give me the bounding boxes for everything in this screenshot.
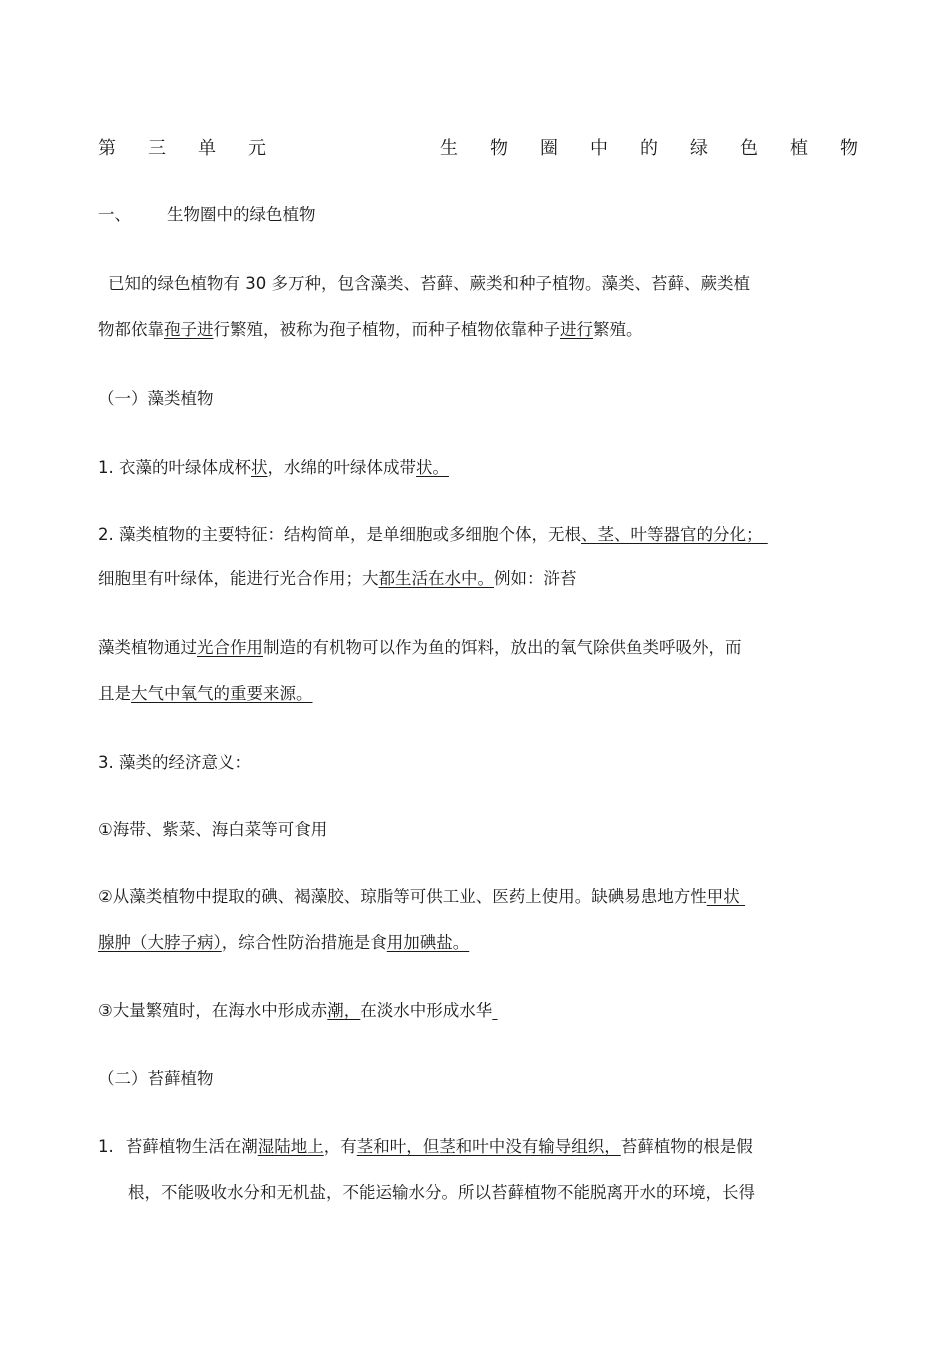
text: 2. 藻类植物的主要特征：结构简单，是单细胞或多细胞个体，无根	[98, 525, 581, 544]
text: ③大量繁殖时，在海水中形成赤	[98, 1001, 328, 1020]
intro-line-1: 已知的绿色植物有 30 多万种，包含藻类、苔藓、蕨类和种子植物。藻类、苔藓、蕨类植	[108, 274, 750, 293]
point-3: 3. 藻类的经济意义：	[98, 753, 251, 772]
economic-item-2-line-2	[98, 932, 469, 954]
answer-blank: 茎和叶，但茎和叶中没有输导组织，	[356, 1137, 621, 1156]
answer-blank: 甲状	[706, 887, 740, 906]
text: 在淡水中形成水华	[360, 1001, 493, 1020]
text: ，有	[323, 1137, 357, 1156]
answer-blank: 进行	[560, 320, 593, 339]
text: 藻类植物通过	[98, 638, 197, 657]
text: 例如：浒苔	[494, 569, 577, 588]
title-char: 单	[198, 138, 216, 159]
text: 1. 衣藻的叶绿体成杯	[98, 458, 251, 477]
text: ，水绵的叶绿体成带	[267, 458, 416, 477]
title-char: 圈	[540, 138, 558, 159]
intro-line-2	[98, 319, 643, 341]
title-char: 物	[490, 138, 508, 159]
economic-item-2-line-1	[98, 886, 788, 908]
answer-blank: 腺肿（大脖子病）	[98, 933, 222, 952]
answer-blank: 大气中氧气的重要来源。	[131, 684, 313, 703]
title-gap	[298, 137, 408, 161]
title-char: 第	[98, 138, 116, 159]
answer-blank: 状	[251, 458, 268, 477]
answer-blank: 潮，	[327, 1001, 361, 1020]
title-char: 中	[590, 138, 608, 159]
text: 且是	[98, 684, 131, 703]
paragraph-line-2	[98, 683, 313, 705]
title-char: 物	[840, 138, 858, 159]
unit-title	[98, 137, 858, 161]
title-char: 的	[640, 138, 658, 159]
text: 制造的有机物可以作为鱼的饵料，放出的氧气除供鱼类呼吸外，而	[263, 638, 742, 657]
title-char: 三	[148, 138, 166, 159]
title-char: 植	[790, 138, 808, 159]
section-number: 一、	[98, 205, 131, 224]
text: 苔藓植物生活在潮	[125, 1137, 258, 1156]
blank-fill	[763, 524, 797, 546]
text: 细胞里有叶绿体，能进行光合作用；大	[98, 569, 379, 588]
title-char: 元	[248, 138, 266, 159]
answer-blank: 状。	[416, 458, 449, 477]
blank-fill	[740, 886, 788, 908]
moss-point-1-line-2: 根，不能吸收水分和无机盐，不能运输水分。所以苔藓植物不能脱离开水的环境，长得	[128, 1183, 755, 1202]
item-number: 1.	[98, 1137, 114, 1156]
answer-blank: 、茎、叶等器官的分化；	[581, 525, 763, 544]
point-2-line-1	[98, 524, 797, 546]
text: ②从藻类植物中提取的碘、褐藻胶、琼脂等可供工业、医药上使用。缺碘易患地方性	[98, 887, 707, 906]
economic-item-1: ①海带、紫菜、海白菜等可食用	[98, 820, 328, 839]
answer-blank: 湿陆地上	[257, 1137, 324, 1156]
answer-blank: 都生活在水中。	[378, 569, 494, 588]
answer-blank: 光合作用	[197, 638, 263, 657]
text: 苔藓植物的根是假	[620, 1137, 753, 1156]
title-char: 生	[440, 138, 458, 159]
subsection-algae: （一）藻类植物	[98, 389, 214, 408]
answer-blank: 用加碘盐。	[386, 933, 470, 952]
moss-point-1-line-1	[98, 1136, 753, 1158]
economic-item-3	[98, 1000, 522, 1022]
answer-blank: 孢子进	[164, 320, 214, 339]
paragraph-line-1	[98, 637, 742, 659]
text: 繁殖。	[593, 320, 643, 339]
text: 行繁殖，被称为孢子植物，而种子植物依靠种子	[213, 320, 560, 339]
section-heading-1	[98, 204, 316, 226]
subsection-moss: （二）苔藓植物	[98, 1069, 214, 1088]
point-2-line-2	[98, 568, 577, 590]
blank-fill	[492, 1000, 522, 1022]
title-char: 绿	[690, 138, 708, 159]
title-char: 色	[740, 138, 758, 159]
section-title: 生物圈中的绿色植物	[167, 205, 316, 224]
point-1	[98, 457, 449, 479]
text: 物都依靠	[98, 320, 164, 339]
text: ，综合性防治措施是食	[221, 933, 387, 952]
